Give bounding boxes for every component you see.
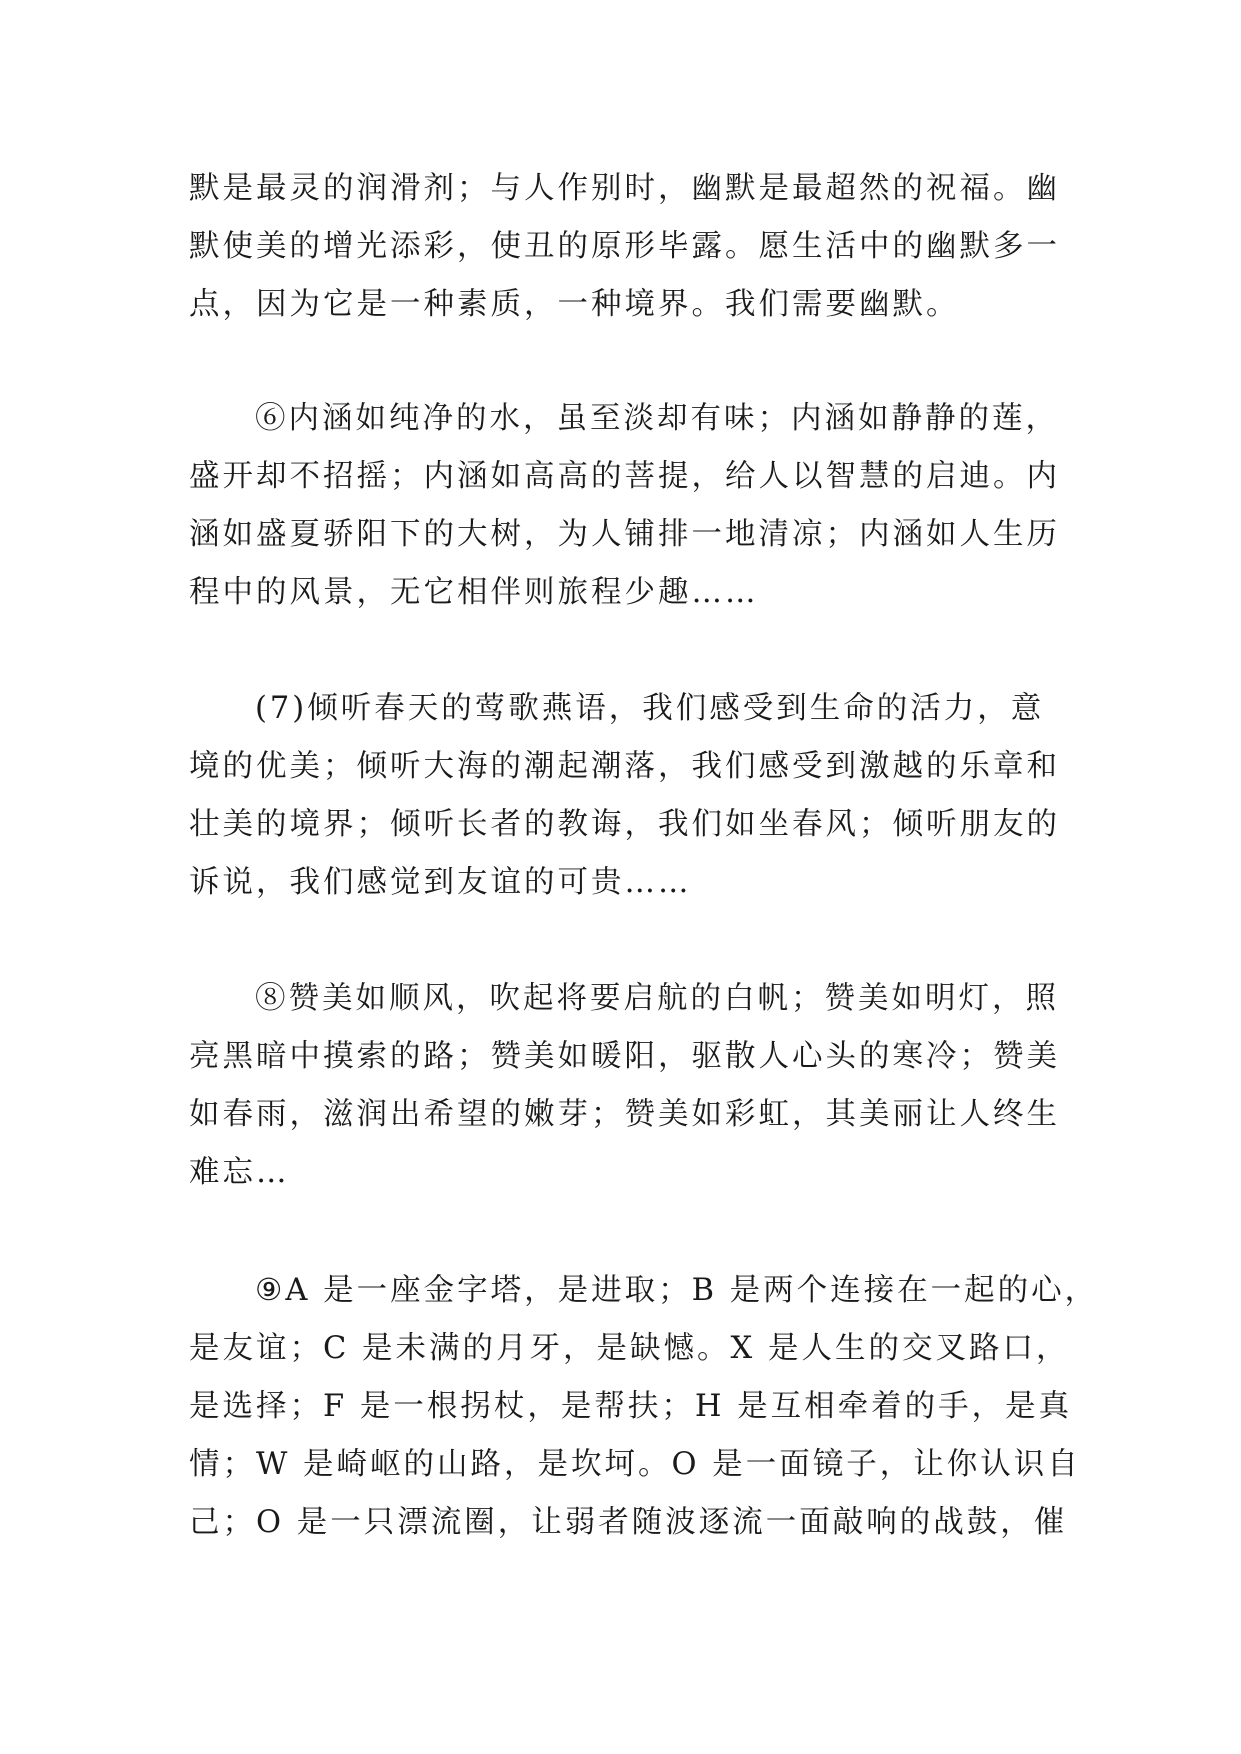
text-line: 如春雨，滋润出希望的嫩芽；赞美如彩虹，其美丽让人终生 [189, 1097, 1060, 1132]
text-line: ⑥内涵如纯净的水，虽至淡却有味；内涵如静静的莲， [255, 401, 1059, 436]
text-line: 亮黑暗中摸索的路；赞美如暖阳，驱散人心头的寒冷；赞美 [189, 1039, 1060, 1074]
paragraph-9-letters [189, 1262, 1099, 1552]
text-line: 盛开却不招摇；内涵如高高的菩提，给人以智慧的启迪。内 [189, 459, 1060, 494]
text-line: 诉说，我们感觉到友谊的可贵…… [189, 865, 692, 900]
text-line: ⑨A 是一座金字塔，是进取；B 是两个连接在一起的心， [255, 1273, 1099, 1308]
text-line: 是选择；F 是一根拐杖，是帮扶；H 是互相牵着的手，是真 [189, 1389, 1073, 1424]
text-line: 程中的风景，无它相伴则旅程少趣…… [189, 575, 759, 610]
text-line: 默使美的增光添彩，使丑的原形毕露。愿生活中的幽默多一 [189, 229, 1060, 264]
text-line: 难忘… [189, 1155, 290, 1190]
paragraph-6-connotation [189, 390, 1059, 622]
text-line: 默是最灵的润滑剂；与人作别时，幽默是最超然的祝福。幽 [189, 171, 1060, 206]
paragraph-humor-continuation [189, 160, 1059, 334]
text-line: ⑧赞美如顺风，吹起将要启航的白帆；赞美如明灯，照 [255, 981, 1059, 1016]
text-line: 点，因为它是一种素质，一种境界。我们需要幽默。 [189, 287, 960, 322]
text-line: 己；O 是一只漂流圈，让弱者随波逐流一面敲响的战鼓，催 [189, 1505, 1068, 1540]
text-line: 壮美的境界；倾听长者的教诲，我们如坐春风；倾听朋友的 [189, 807, 1060, 842]
text-line: 涵如盛夏骄阳下的大树，为人铺排一地清凉；内涵如人生历 [189, 517, 1060, 552]
text-line: 境的优美；倾听大海的潮起潮落，我们感受到激越的乐章和 [189, 749, 1060, 784]
paragraph-8-praise [189, 970, 1059, 1202]
paragraph-7-listening [189, 680, 1059, 912]
text-line: (7)倾听春天的莺歌燕语，我们感受到生命的活力，意 [255, 691, 1045, 726]
text-line: 情；W 是崎岖的山路，是坎坷。O 是一面镜子，让你认识自 [189, 1447, 1081, 1482]
text-line: 是友谊；C 是未满的月牙，是缺憾。X 是人生的交叉路口， [189, 1331, 1070, 1366]
